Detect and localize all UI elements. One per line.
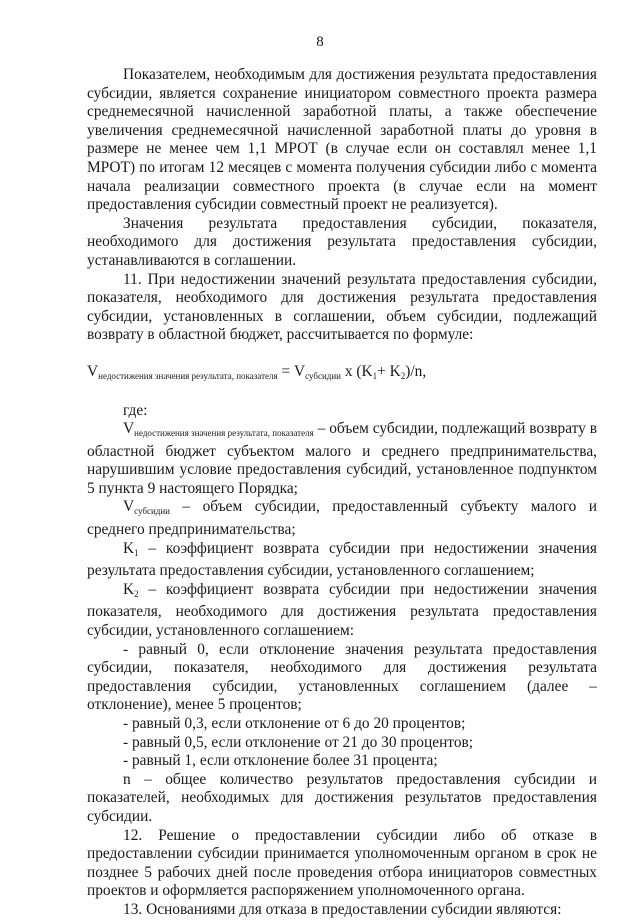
definition-k1-sub: 1	[134, 547, 139, 558]
formula-eq: = V	[277, 362, 306, 380]
definition-k1-letter: K	[123, 539, 135, 557]
formula-sub-left: недостижения значения результата, показателя	[98, 370, 278, 381]
definition-vs-sub: субсидии	[134, 506, 170, 517]
paragraph-12: 12. Решение о предоставлении субсидии либо об отказе в предоставлении субсидии принимается уполномоченным органом в срок не позднее 5 рабочих дней после проведения отбора инициаторов совместных проектов и оформляется распоряжением уполномоченного органа.	[87, 826, 597, 900]
formula	[87, 363, 597, 386]
definition-k2-text: – коэффициент возврата субсидии при недостижении значения показателя, необходимого для достижения результата предоставления субсидии, установленного соглашением:	[87, 580, 597, 640]
paragraph-values: Значения результата предоставления субсидии, показателя, необходимого для достижения результата предоставления субсидии, устанавливаются в соглашении.	[87, 214, 597, 269]
definition-v-letter: V	[123, 420, 135, 438]
definition-vs-letter: V	[123, 498, 135, 516]
paragraph-13: 13. Основаниями для отказа в предоставлении субсидии являются:	[123, 900, 562, 918]
formula-sub-right: субсидии	[305, 370, 341, 381]
definition-n: n – общее количество результатов предоставления субсидии и показателей, необходимых для достижения результатов предоставления субсидии.	[87, 770, 597, 825]
k2-item-0: - равный 0, если отклонение значения результата предоставления субсидии, показателя, необходимого для достижения результата предоставления субсидии, установленных соглашением (далее – отклонение), менее 5 процентов;	[87, 640, 597, 714]
where-label: где:	[123, 401, 148, 419]
k2-item-1: - равный 1, если отклонение более 31 процента;	[123, 752, 438, 770]
k2-item-0-3: - равный 0,3, если отклонение от 6 до 20 процентов;	[123, 715, 466, 732]
definition-v	[87, 420, 597, 498]
definition-k1	[87, 540, 597, 581]
definition-v-sub: недостижения значения результата, показателя	[134, 428, 314, 439]
definition-v-subsidy	[87, 498, 597, 539]
formula-v: V	[87, 362, 99, 380]
formula-plus: + K	[377, 362, 401, 380]
formula-k1: 1	[372, 370, 378, 381]
definition-vs-text: – объем субсидии, предоставленный субъекту малого и среднего предпринимательства;	[87, 498, 597, 539]
definition-k1-text: – коэффициент возврата субсидии при недостижении значения результата предоставления субсидии, установленного соглашением;	[87, 539, 597, 580]
formula-k2: 2	[400, 370, 406, 381]
page-number: 8	[316, 34, 324, 50]
definition-v-text: – объем субсидии, подлежащий возврату в областной бюджет субъектом малого и среднего предпринимательства, нарушившим условие предоставления субсидий, установленное подпунктом 5 пункта 9 настоящего Порядка;	[87, 420, 597, 497]
k2-item-0-5: - равный 0,5, если отклонение от 21 до 30 процентов;	[123, 733, 474, 751]
document-body	[87, 66, 597, 920]
paragraph-indicator: Показателем, необходимым для достижения результата предоставления субсидии, является сохранение инициатором совместного проекта размера среднемесячной начисленной заработной платы, а также обеспечение увеличения среднемесячной начисленной заработной платы до уровня в размере не менее чем 1,1 МРОТ (в случае если он составлял менее 1,1 МРОТ) по итогам 12 месяцев с момента получения субсидии либо с момента начала реализации совместного проекта (в случае если на момент предоставления субсидии совместный проект не реализуется).	[87, 66, 597, 214]
definition-k2-letter: K	[123, 580, 135, 598]
paragraph-11: 11. При недостижении значений результата предоставления субсидии, показателя, необходимого для достижения результата предоставления субсидии, установленных в соглашении, объем субсидии, подлежащий возврату в областной бюджет, рассчитывается по формуле:	[87, 270, 597, 344]
definition-k2-sub: 2	[134, 588, 139, 599]
formula-end: )/n,	[405, 362, 427, 380]
definition-k2	[87, 581, 597, 641]
formula-rest: x (K	[340, 362, 373, 380]
